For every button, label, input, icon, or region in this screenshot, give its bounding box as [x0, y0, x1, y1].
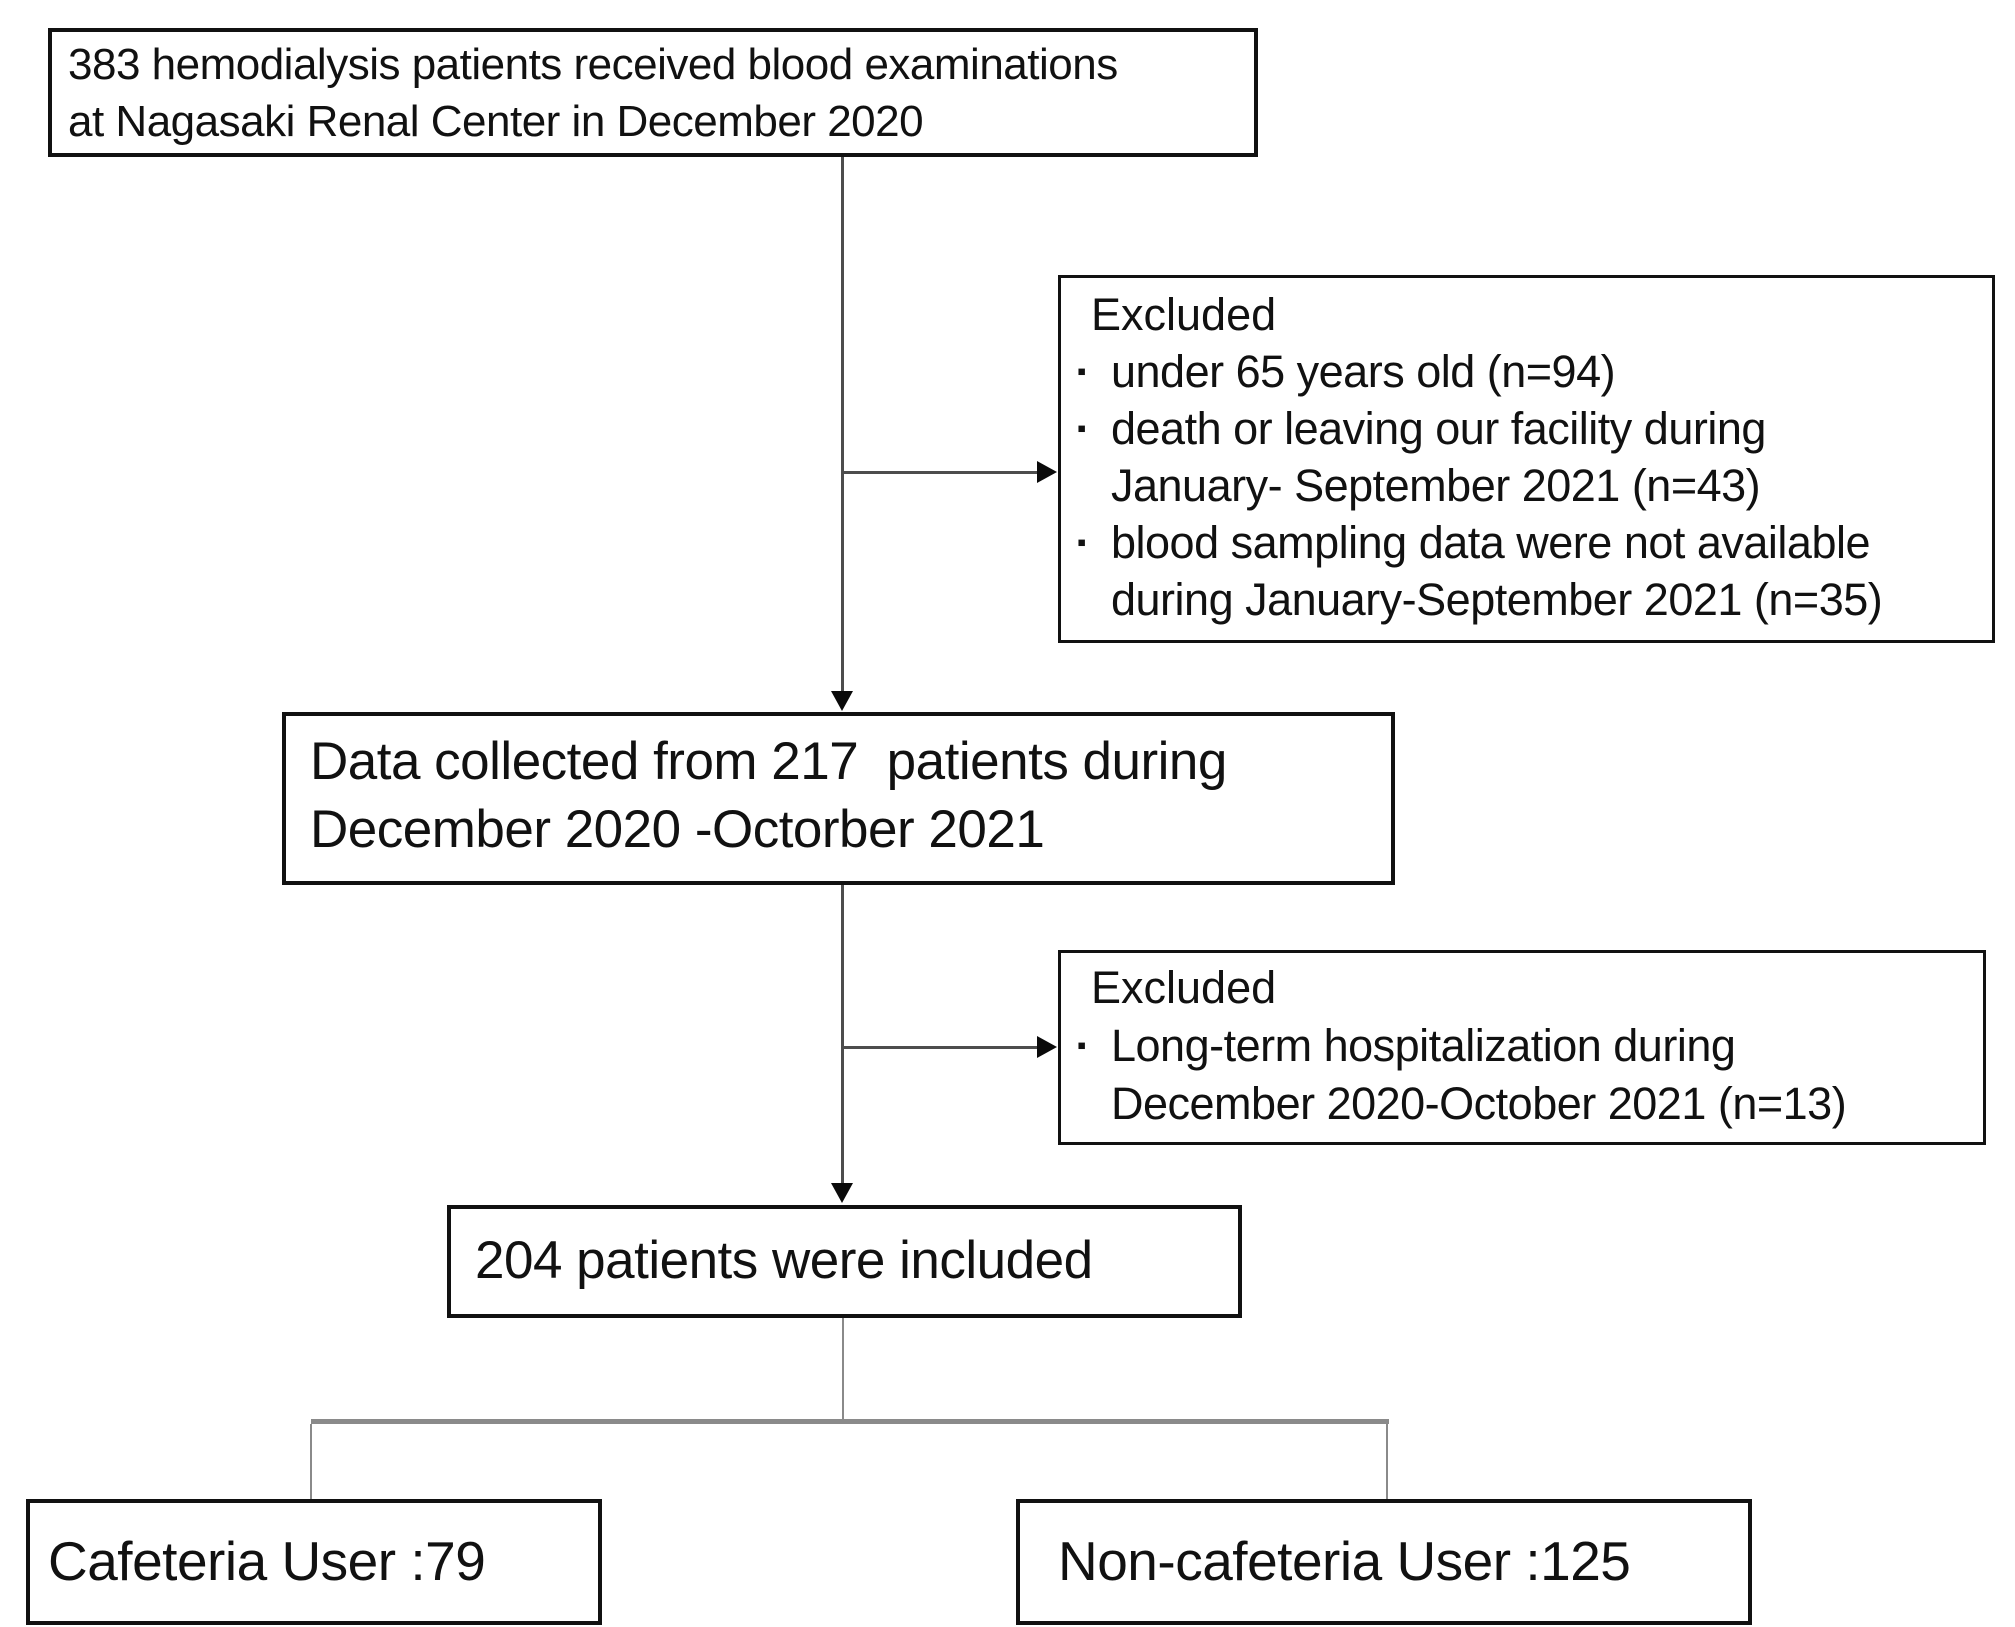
connector-included-to-split: [842, 1318, 844, 1421]
connector-branch-excluded-1: [842, 471, 1038, 474]
excluded-1-item-3-line-2: during January-September 2021 (n=35): [1111, 574, 1883, 625]
bullet-icon: ▪: [1077, 413, 1087, 443]
connector-split-to-non-cafeteria: [1386, 1424, 1388, 1499]
box-initial-patients: [48, 28, 1258, 157]
included-patients-text: 204 patients were included: [475, 1231, 1093, 1290]
excluded-1-item-1: [1061, 343, 1992, 400]
arrowhead-right-icon: [1037, 461, 1057, 483]
cafeteria-user-text: Cafeteria User :79: [48, 1530, 486, 1592]
arrowhead-down-icon: [831, 691, 853, 711]
data-collected-line-1: Data collected from 217 patients during: [310, 732, 1227, 791]
excluded-2-item-1-line-1: Long-term hospitalization during: [1111, 1020, 1736, 1071]
data-collected-line-2: December 2020 -Octorber 2021: [310, 800, 1045, 859]
excluded-1-item-3-line-1: blood sampling data were not available: [1111, 517, 1871, 568]
excluded-1-item-2-line-2: January- September 2021 (n=43): [1111, 460, 1761, 511]
arrowhead-down-icon: [831, 1183, 853, 1203]
box-cafeteria-user: [26, 1499, 602, 1625]
bullet-icon: ▪: [1077, 527, 1087, 557]
excluded-1-title: Excluded: [1091, 289, 1277, 340]
initial-patients-line-1: 383 hemodialysis patients received blood examinations: [68, 40, 1118, 89]
box-included-patients: [447, 1205, 1242, 1318]
box-excluded-1: [1058, 275, 1995, 643]
connector-split-horizontal: [311, 1419, 1389, 1424]
excluded-1-item-1-line-1: under 65 years old (n=94): [1111, 346, 1616, 397]
excluded-2-title: Excluded: [1091, 962, 1277, 1013]
excluded-1-item-2-line-1: death or leaving our facility during: [1111, 403, 1766, 454]
bullet-icon: ▪: [1077, 1030, 1087, 1060]
excluded-2-item-1: [1061, 1017, 1983, 1133]
arrowhead-right-icon: [1037, 1036, 1057, 1058]
connector-split-to-cafeteria: [310, 1424, 312, 1499]
connector-branch-excluded-2: [842, 1046, 1038, 1049]
excluded-1-item-2: [1061, 400, 1992, 514]
connector-collected-to-included: [841, 885, 844, 1185]
non-cafeteria-user-text: Non-cafeteria User :125: [1058, 1530, 1631, 1592]
connector-top-to-collected: [841, 157, 844, 693]
excluded-2-item-1-line-2: December 2020-October 2021 (n=13): [1111, 1078, 1847, 1129]
box-data-collected: [282, 712, 1395, 885]
bullet-icon: ▪: [1077, 356, 1087, 386]
excluded-1-item-3: [1061, 514, 1992, 628]
box-non-cafeteria-user: [1016, 1499, 1752, 1625]
box-excluded-2: [1058, 950, 1986, 1145]
initial-patients-line-2: at Nagasaki Renal Center in December 2020: [68, 97, 924, 146]
